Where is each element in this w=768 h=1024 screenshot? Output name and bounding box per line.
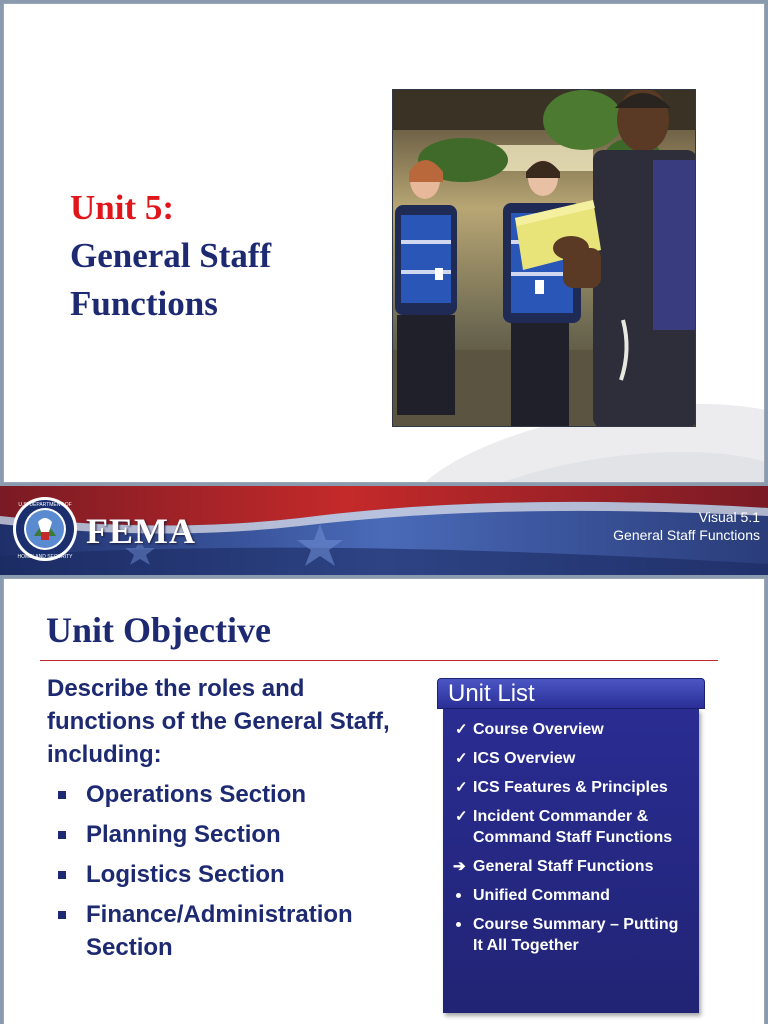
unit-list-body [443, 709, 699, 1013]
list-item: Planning Section [56, 818, 416, 851]
unit-label: Unit 5: [70, 188, 175, 227]
title-slide [3, 3, 765, 483]
fema-logo-text: FEMA [86, 511, 196, 551]
arrow-right-icon: ➔ [453, 858, 466, 875]
bullet-icon [58, 871, 66, 879]
bullet-icon [58, 911, 66, 919]
unit-list-item: ✓ ICS Features & Principles [455, 779, 668, 796]
unit-list-heading: Unit List [437, 678, 705, 709]
check-icon: ✓ [455, 721, 468, 738]
unit-list-item: ✓ Incident Commander & Command Staff Functions [455, 808, 673, 846]
fema-banner [0, 486, 768, 575]
svg-text:U.S. DEPARTMENT OF: U.S. DEPARTMENT OF [18, 502, 72, 508]
objective-intro: Describe the roles and functions of the General Staff, including: [47, 675, 390, 768]
bullet-icon [456, 922, 461, 927]
section-bullet-list [56, 778, 416, 971]
staff-photo [392, 89, 696, 427]
bullet-icon [58, 791, 66, 799]
visual-title: General Staff Functions [613, 527, 760, 543]
objective-slide [3, 578, 765, 1024]
unit-list-item-current: ➔ General Staff Functions [453, 858, 654, 875]
unit-list-item: ✓ Course Overview [455, 721, 604, 738]
unit-list-item: ✓ ICS Overview [455, 750, 576, 767]
unit-list-item: Course Summary – Putting It All Together [455, 914, 691, 956]
title-divider [40, 660, 718, 661]
unit-title-line1: General Staff [70, 236, 272, 275]
visual-label [613, 508, 760, 544]
bullet-icon [456, 893, 461, 898]
check-icon: ✓ [455, 808, 468, 825]
check-icon: ✓ [455, 779, 468, 796]
unit-list-panel [437, 678, 705, 1013]
list-item: Operations Section [56, 778, 416, 811]
unit-title [70, 184, 271, 328]
list-item: Finance/Administration Section [56, 898, 416, 964]
unit-title-line2: Functions [70, 284, 218, 323]
visual-number: Visual 5.1 [698, 509, 760, 525]
list-item: Logistics Section [56, 858, 416, 891]
slide-title: Unit Objective [46, 610, 271, 650]
unit-list-item: Unified Command [455, 885, 691, 906]
check-icon: ✓ [455, 750, 468, 767]
dhs-seal-icon [12, 496, 78, 562]
svg-text:HOMELAND SECURITY: HOMELAND SECURITY [17, 554, 73, 560]
bullet-icon [58, 831, 66, 839]
